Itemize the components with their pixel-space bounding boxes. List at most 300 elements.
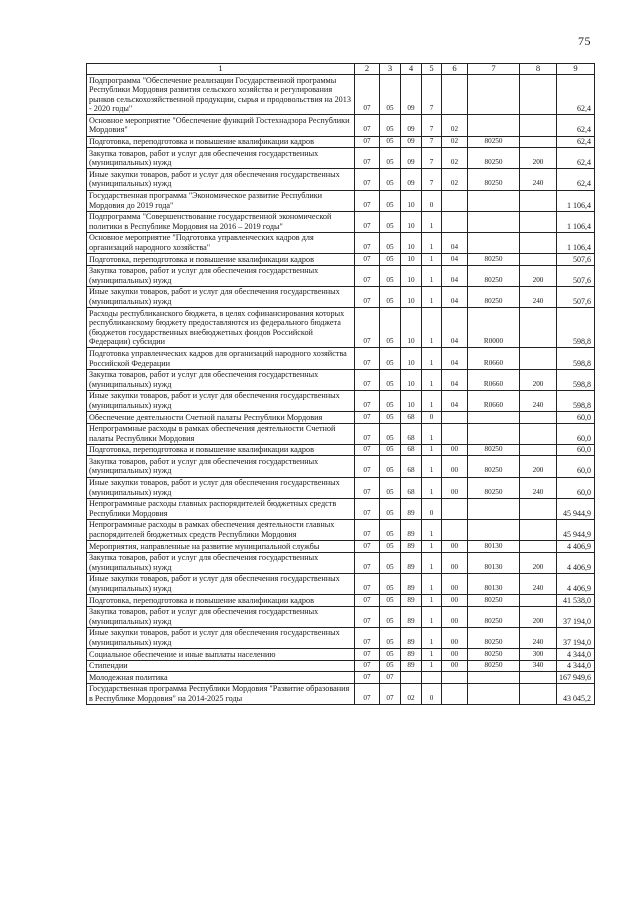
row-32-col-1: Государственная программа Республики Мордовия "Развитие образования в Республике Мордовия" на 2014-2025 годы bbox=[87, 683, 355, 704]
row-3-col-4: 09 bbox=[401, 136, 422, 148]
row-21-col-7 bbox=[468, 498, 520, 519]
row-29-col-7: 80250 bbox=[468, 649, 520, 661]
row-15-col-2: 07 bbox=[355, 390, 380, 411]
row-28-col-4: 89 bbox=[401, 627, 422, 648]
row-30-col-1: Стипендии bbox=[87, 660, 355, 672]
row-7-col-8 bbox=[520, 211, 557, 232]
row-31-col-2: 07 bbox=[355, 672, 380, 684]
row-5-col-2: 07 bbox=[355, 169, 380, 190]
row-21-col-8 bbox=[520, 498, 557, 519]
row-14-col-6: 04 bbox=[442, 369, 468, 390]
row-15-col-6: 04 bbox=[442, 390, 468, 411]
row-19-col-9: 60,0 bbox=[557, 456, 595, 477]
row-11-col-9: 507,6 bbox=[557, 286, 595, 307]
row-31-col-1: Молодежная политика bbox=[87, 672, 355, 684]
row-17-col-1: Непрограммные расходы в рамках обеспечения деятельности Счетной палаты Республики Мордовия bbox=[87, 423, 355, 444]
row-23-col-2: 07 bbox=[355, 541, 380, 553]
row-13-col-4: 10 bbox=[401, 348, 422, 369]
row-25-col-5: 1 bbox=[422, 573, 442, 594]
row-30-col-3: 05 bbox=[380, 660, 401, 672]
page-number: 75 bbox=[578, 34, 591, 48]
row-24-col-1: Закупка товаров, работ и услуг для обеспечения государственных (муниципальных) нужд bbox=[87, 552, 355, 573]
row-5-col-8: 240 bbox=[520, 169, 557, 190]
row-13-col-8 bbox=[520, 348, 557, 369]
row-4-col-6: 02 bbox=[442, 148, 468, 169]
table-row bbox=[87, 211, 595, 232]
row-24-col-9: 4 406,9 bbox=[557, 552, 595, 573]
row-23-col-5: 1 bbox=[422, 541, 442, 553]
table-row bbox=[87, 254, 595, 266]
row-3-col-2: 07 bbox=[355, 136, 380, 148]
row-23-col-3: 05 bbox=[380, 541, 401, 553]
table-row bbox=[87, 627, 595, 648]
row-1-col-1: Подпрограмма "Обеспечение реализации Государственной программы Республики Мордовия развития сельского хозяйства и регулирования рынков сельскохозяйственной продукции, сырья и продовольствия на 2013 - 2020 годы" bbox=[87, 75, 355, 115]
row-6-col-6 bbox=[442, 190, 468, 211]
row-31-col-5 bbox=[422, 672, 442, 684]
row-21-col-5: 0 bbox=[422, 498, 442, 519]
table-row bbox=[87, 75, 595, 115]
header-col-2: 2 bbox=[355, 64, 380, 75]
row-25-col-3: 05 bbox=[380, 573, 401, 594]
row-11-col-4: 10 bbox=[401, 286, 422, 307]
row-26-col-2: 07 bbox=[355, 595, 380, 607]
row-5-col-4: 09 bbox=[401, 169, 422, 190]
row-25-col-4: 89 bbox=[401, 573, 422, 594]
row-28-col-8: 240 bbox=[520, 627, 557, 648]
row-14-col-4: 10 bbox=[401, 369, 422, 390]
row-26-col-4: 89 bbox=[401, 595, 422, 607]
row-13-col-9: 598,8 bbox=[557, 348, 595, 369]
row-14-col-2: 07 bbox=[355, 369, 380, 390]
row-16-col-3: 05 bbox=[380, 412, 401, 424]
row-30-col-9: 4 344,0 bbox=[557, 660, 595, 672]
row-21-col-9: 45 944,9 bbox=[557, 498, 595, 519]
row-16-col-8 bbox=[520, 412, 557, 424]
row-15-col-1: Иные закупки товаров, работ и услуг для обеспечения государственных (муниципальных) нужд bbox=[87, 390, 355, 411]
table-row bbox=[87, 444, 595, 456]
row-26-col-6: 00 bbox=[442, 595, 468, 607]
row-17-col-9: 60,0 bbox=[557, 423, 595, 444]
row-9-col-3: 05 bbox=[380, 254, 401, 266]
row-19-col-8: 200 bbox=[520, 456, 557, 477]
row-17-col-2: 07 bbox=[355, 423, 380, 444]
row-30-col-6: 00 bbox=[442, 660, 468, 672]
row-1-col-2: 07 bbox=[355, 75, 380, 115]
row-17-col-8 bbox=[520, 423, 557, 444]
row-15-col-3: 05 bbox=[380, 390, 401, 411]
row-26-col-1: Подготовка, переподготовка и повышение квалификации кадров bbox=[87, 595, 355, 607]
row-25-col-1: Иные закупки товаров, работ и услуг для обеспечения государственных (муниципальных) нужд bbox=[87, 573, 355, 594]
row-29-col-4: 89 bbox=[401, 649, 422, 661]
row-25-col-2: 07 bbox=[355, 573, 380, 594]
row-11-col-1: Иные закупки товаров, работ и услуг для обеспечения государственных (муниципальных) нужд bbox=[87, 286, 355, 307]
row-24-col-6: 00 bbox=[442, 552, 468, 573]
row-1-col-4: 09 bbox=[401, 75, 422, 115]
row-13-col-5: 1 bbox=[422, 348, 442, 369]
row-22-col-8 bbox=[520, 519, 557, 540]
row-28-col-7: 80250 bbox=[468, 627, 520, 648]
row-31-col-4 bbox=[401, 672, 422, 684]
row-22-col-3: 05 bbox=[380, 519, 401, 540]
row-16-col-2: 07 bbox=[355, 412, 380, 424]
row-4-col-3: 05 bbox=[380, 148, 401, 169]
row-2-col-8 bbox=[520, 115, 557, 136]
row-30-col-5: 1 bbox=[422, 660, 442, 672]
row-31-col-7 bbox=[468, 672, 520, 684]
row-13-col-1: Подготовка управленческих кадров для организаций народного хозяйства Российской Федерации bbox=[87, 348, 355, 369]
row-8-col-8 bbox=[520, 232, 557, 253]
row-19-col-6: 00 bbox=[442, 456, 468, 477]
row-31-col-9: 167 949,6 bbox=[557, 672, 595, 684]
row-25-col-6: 00 bbox=[442, 573, 468, 594]
header-col-1: 1 bbox=[87, 64, 355, 75]
row-16-col-4: 68 bbox=[401, 412, 422, 424]
row-10-col-6: 04 bbox=[442, 265, 468, 286]
row-18-col-4: 68 bbox=[401, 444, 422, 456]
row-12-col-1: Расходы республиканского бюджета, в целях софинансирования которых республиканскому бюджету предоставляются из федерального бюджета (бюджетов государственных внебюджетных фондов Российской Федерации) субсидии bbox=[87, 308, 355, 348]
row-6-col-5: 0 bbox=[422, 190, 442, 211]
row-12-col-7: R0000 bbox=[468, 308, 520, 348]
row-4-col-5: 7 bbox=[422, 148, 442, 169]
table-row bbox=[87, 595, 595, 607]
table-row bbox=[87, 232, 595, 253]
row-9-col-4: 10 bbox=[401, 254, 422, 266]
row-32-col-2: 07 bbox=[355, 683, 380, 704]
row-3-col-9: 62,4 bbox=[557, 136, 595, 148]
row-8-col-3: 05 bbox=[380, 232, 401, 253]
row-9-col-6: 04 bbox=[442, 254, 468, 266]
table-body bbox=[87, 75, 595, 705]
row-2-col-6: 02 bbox=[442, 115, 468, 136]
row-2-col-1: Основное мероприятие "Обеспечение функций Гостехнадзора Республики Мордовия" bbox=[87, 115, 355, 136]
row-23-col-7: 80130 bbox=[468, 541, 520, 553]
row-13-col-7: R0660 bbox=[468, 348, 520, 369]
row-28-col-2: 07 bbox=[355, 627, 380, 648]
row-6-col-1: Государственная программа "Экономическое развитие Республики Мордовия до 2019 года" bbox=[87, 190, 355, 211]
row-19-col-7: 80250 bbox=[468, 456, 520, 477]
row-6-col-2: 07 bbox=[355, 190, 380, 211]
row-30-col-2: 07 bbox=[355, 660, 380, 672]
row-12-col-2: 07 bbox=[355, 308, 380, 348]
row-5-col-6: 02 bbox=[442, 169, 468, 190]
row-2-col-7 bbox=[468, 115, 520, 136]
row-24-col-8: 200 bbox=[520, 552, 557, 573]
row-18-col-6: 00 bbox=[442, 444, 468, 456]
table-row bbox=[87, 369, 595, 390]
row-7-col-3: 05 bbox=[380, 211, 401, 232]
row-1-col-5: 7 bbox=[422, 75, 442, 115]
row-25-col-8: 240 bbox=[520, 573, 557, 594]
row-10-col-3: 05 bbox=[380, 265, 401, 286]
row-27-col-8: 200 bbox=[520, 606, 557, 627]
row-29-col-3: 05 bbox=[380, 649, 401, 661]
row-11-col-2: 07 bbox=[355, 286, 380, 307]
row-3-col-8 bbox=[520, 136, 557, 148]
row-2-col-4: 09 bbox=[401, 115, 422, 136]
row-31-col-6 bbox=[442, 672, 468, 684]
row-18-col-9: 60,0 bbox=[557, 444, 595, 456]
row-7-col-4: 10 bbox=[401, 211, 422, 232]
table-row bbox=[87, 541, 595, 553]
table-header bbox=[87, 64, 595, 75]
row-8-col-6: 04 bbox=[442, 232, 468, 253]
row-3-col-5: 7 bbox=[422, 136, 442, 148]
row-28-col-5: 1 bbox=[422, 627, 442, 648]
row-26-col-9: 41 538,0 bbox=[557, 595, 595, 607]
row-24-col-5: 1 bbox=[422, 552, 442, 573]
row-14-col-8: 200 bbox=[520, 369, 557, 390]
row-20-col-1: Иные закупки товаров, работ и услуг для обеспечения государственных (муниципальных) нужд bbox=[87, 477, 355, 498]
row-9-col-9: 507,6 bbox=[557, 254, 595, 266]
row-9-col-2: 07 bbox=[355, 254, 380, 266]
row-22-col-2: 07 bbox=[355, 519, 380, 540]
row-29-col-6: 00 bbox=[442, 649, 468, 661]
row-4-col-7: 80250 bbox=[468, 148, 520, 169]
row-15-col-8: 240 bbox=[520, 390, 557, 411]
row-13-col-6: 04 bbox=[442, 348, 468, 369]
row-20-col-9: 60,0 bbox=[557, 477, 595, 498]
table-row bbox=[87, 552, 595, 573]
table-row bbox=[87, 660, 595, 672]
table-row bbox=[87, 348, 595, 369]
row-1-col-3: 05 bbox=[380, 75, 401, 115]
row-8-col-5: 1 bbox=[422, 232, 442, 253]
header-row bbox=[87, 64, 595, 75]
row-12-col-6: 04 bbox=[442, 308, 468, 348]
row-29-col-9: 4 344,0 bbox=[557, 649, 595, 661]
row-30-col-7: 80250 bbox=[468, 660, 520, 672]
table-row bbox=[87, 412, 595, 424]
header-col-9: 9 bbox=[557, 64, 595, 75]
row-18-col-5: 1 bbox=[422, 444, 442, 456]
row-21-col-6 bbox=[442, 498, 468, 519]
row-12-col-9: 598,8 bbox=[557, 308, 595, 348]
row-25-col-7: 80130 bbox=[468, 573, 520, 594]
row-31-col-8 bbox=[520, 672, 557, 684]
row-30-col-4: 89 bbox=[401, 660, 422, 672]
row-6-col-4: 10 bbox=[401, 190, 422, 211]
row-32-col-9: 43 045,2 bbox=[557, 683, 595, 704]
row-5-col-7: 80250 bbox=[468, 169, 520, 190]
row-17-col-7 bbox=[468, 423, 520, 444]
row-10-col-5: 1 bbox=[422, 265, 442, 286]
row-28-col-3: 05 bbox=[380, 627, 401, 648]
row-12-col-8 bbox=[520, 308, 557, 348]
row-4-col-9: 62,4 bbox=[557, 148, 595, 169]
row-23-col-8 bbox=[520, 541, 557, 553]
row-14-col-3: 05 bbox=[380, 369, 401, 390]
row-22-col-1: Непрограммные расходы в рамках обеспечения деятельности главных распорядителей бюджетных средств Республики Мордовия bbox=[87, 519, 355, 540]
table-row bbox=[87, 477, 595, 498]
header-col-8: 8 bbox=[520, 64, 557, 75]
row-10-col-7: 80250 bbox=[468, 265, 520, 286]
row-4-col-4: 09 bbox=[401, 148, 422, 169]
table-row bbox=[87, 573, 595, 594]
table-row bbox=[87, 498, 595, 519]
row-19-col-4: 68 bbox=[401, 456, 422, 477]
row-23-col-4: 89 bbox=[401, 541, 422, 553]
row-27-col-1: Закупка товаров, работ и услуг для обеспечения государственных (муниципальных) нужд bbox=[87, 606, 355, 627]
row-8-col-9: 1 106,4 bbox=[557, 232, 595, 253]
row-20-col-3: 05 bbox=[380, 477, 401, 498]
row-11-col-6: 04 bbox=[442, 286, 468, 307]
row-1-col-7 bbox=[468, 75, 520, 115]
table-row bbox=[87, 519, 595, 540]
row-21-col-2: 07 bbox=[355, 498, 380, 519]
row-21-col-3: 05 bbox=[380, 498, 401, 519]
row-10-col-9: 507,6 bbox=[557, 265, 595, 286]
row-24-col-4: 89 bbox=[401, 552, 422, 573]
row-12-col-5: 1 bbox=[422, 308, 442, 348]
row-11-col-5: 1 bbox=[422, 286, 442, 307]
row-26-col-5: 1 bbox=[422, 595, 442, 607]
row-1-col-9: 62,4 bbox=[557, 75, 595, 115]
row-27-col-3: 05 bbox=[380, 606, 401, 627]
table-row bbox=[87, 390, 595, 411]
row-32-col-8 bbox=[520, 683, 557, 704]
row-8-col-7 bbox=[468, 232, 520, 253]
table-row bbox=[87, 649, 595, 661]
table-row bbox=[87, 423, 595, 444]
row-4-col-8: 200 bbox=[520, 148, 557, 169]
row-4-col-2: 07 bbox=[355, 148, 380, 169]
row-15-col-9: 598,8 bbox=[557, 390, 595, 411]
table-row bbox=[87, 672, 595, 684]
row-18-col-7: 80250 bbox=[468, 444, 520, 456]
row-3-col-6: 02 bbox=[442, 136, 468, 148]
row-14-col-5: 1 bbox=[422, 369, 442, 390]
row-22-col-7 bbox=[468, 519, 520, 540]
row-18-col-1: Подготовка, переподготовка и повышение квалификации кадров bbox=[87, 444, 355, 456]
row-28-col-6: 00 bbox=[442, 627, 468, 648]
row-13-col-3: 05 bbox=[380, 348, 401, 369]
row-6-col-8 bbox=[520, 190, 557, 211]
row-10-col-1: Закупка товаров, работ и услуг для обеспечения государственных (муниципальных) нужд bbox=[87, 265, 355, 286]
row-6-col-3: 05 bbox=[380, 190, 401, 211]
row-16-col-5: 0 bbox=[422, 412, 442, 424]
header-col-5: 5 bbox=[422, 64, 442, 75]
row-27-col-2: 07 bbox=[355, 606, 380, 627]
row-18-col-2: 07 bbox=[355, 444, 380, 456]
table-row bbox=[87, 136, 595, 148]
header-col-6: 6 bbox=[442, 64, 468, 75]
row-26-col-7: 80250 bbox=[468, 595, 520, 607]
row-18-col-8 bbox=[520, 444, 557, 456]
row-18-col-3: 05 bbox=[380, 444, 401, 456]
row-6-col-9: 1 106,4 bbox=[557, 190, 595, 211]
row-29-col-5: 1 bbox=[422, 649, 442, 661]
row-32-col-3: 07 bbox=[380, 683, 401, 704]
row-32-col-7 bbox=[468, 683, 520, 704]
row-31-col-3: 07 bbox=[380, 672, 401, 684]
row-8-col-1: Основное мероприятие "Подготовка управленческих кадров для организаций народного хозяйства" bbox=[87, 232, 355, 253]
row-3-col-3: 05 bbox=[380, 136, 401, 148]
table-row bbox=[87, 308, 595, 348]
row-12-col-3: 05 bbox=[380, 308, 401, 348]
row-14-col-9: 598,8 bbox=[557, 369, 595, 390]
row-7-col-1: Подпрограмма "Совершенствование государственной экономической политики в Республике Мордовия на 2016 – 2019 годы" bbox=[87, 211, 355, 232]
row-20-col-8: 240 bbox=[520, 477, 557, 498]
header-col-4: 4 bbox=[401, 64, 422, 75]
row-29-col-8: 300 bbox=[520, 649, 557, 661]
row-26-col-8 bbox=[520, 595, 557, 607]
row-10-col-4: 10 bbox=[401, 265, 422, 286]
row-23-col-1: Мероприятия, направленные на развитие муниципальной службы bbox=[87, 541, 355, 553]
row-15-col-5: 1 bbox=[422, 390, 442, 411]
row-22-col-9: 45 944,9 bbox=[557, 519, 595, 540]
table-row bbox=[87, 169, 595, 190]
header-col-3: 3 bbox=[380, 64, 401, 75]
row-2-col-3: 05 bbox=[380, 115, 401, 136]
table-row bbox=[87, 148, 595, 169]
table-row bbox=[87, 190, 595, 211]
header-col-7: 7 bbox=[468, 64, 520, 75]
row-28-col-9: 37 194,0 bbox=[557, 627, 595, 648]
row-7-col-9: 1 106,4 bbox=[557, 211, 595, 232]
row-24-col-2: 07 bbox=[355, 552, 380, 573]
row-30-col-8: 340 bbox=[520, 660, 557, 672]
row-1-col-6 bbox=[442, 75, 468, 115]
row-20-col-5: 1 bbox=[422, 477, 442, 498]
row-7-col-7 bbox=[468, 211, 520, 232]
row-5-col-3: 05 bbox=[380, 169, 401, 190]
row-2-col-9: 62,4 bbox=[557, 115, 595, 136]
row-24-col-7: 80130 bbox=[468, 552, 520, 573]
table-row bbox=[87, 115, 595, 136]
row-11-col-8: 240 bbox=[520, 286, 557, 307]
row-22-col-5: 1 bbox=[422, 519, 442, 540]
row-15-col-4: 10 bbox=[401, 390, 422, 411]
row-7-col-2: 07 bbox=[355, 211, 380, 232]
row-23-col-9: 4 406,9 bbox=[557, 541, 595, 553]
row-19-col-5: 1 bbox=[422, 456, 442, 477]
row-10-col-2: 07 bbox=[355, 265, 380, 286]
row-32-col-4: 02 bbox=[401, 683, 422, 704]
row-9-col-1: Подготовка, переподготовка и повышение квалификации кадров bbox=[87, 254, 355, 266]
row-20-col-2: 07 bbox=[355, 477, 380, 498]
row-29-col-1: Социальное обеспечение и иные выплаты населению bbox=[87, 649, 355, 661]
row-27-col-7: 80250 bbox=[468, 606, 520, 627]
row-14-col-7: R0660 bbox=[468, 369, 520, 390]
row-20-col-7: 80250 bbox=[468, 477, 520, 498]
row-27-col-6: 00 bbox=[442, 606, 468, 627]
row-32-col-6 bbox=[442, 683, 468, 704]
row-17-col-5: 1 bbox=[422, 423, 442, 444]
row-8-col-2: 07 bbox=[355, 232, 380, 253]
row-16-col-6 bbox=[442, 412, 468, 424]
table-row bbox=[87, 456, 595, 477]
row-16-col-7 bbox=[468, 412, 520, 424]
row-20-col-6: 00 bbox=[442, 477, 468, 498]
row-21-col-1: Непрограммные расходы главных распорядителей бюджетных средств Республики Мордовия bbox=[87, 498, 355, 519]
table-row bbox=[87, 683, 595, 704]
table-row bbox=[87, 265, 595, 286]
row-1-col-8 bbox=[520, 75, 557, 115]
row-12-col-4: 10 bbox=[401, 308, 422, 348]
row-21-col-4: 89 bbox=[401, 498, 422, 519]
row-29-col-2: 07 bbox=[355, 649, 380, 661]
row-8-col-4: 10 bbox=[401, 232, 422, 253]
row-6-col-7 bbox=[468, 190, 520, 211]
row-17-col-3: 05 bbox=[380, 423, 401, 444]
row-19-col-2: 07 bbox=[355, 456, 380, 477]
row-7-col-5: 1 bbox=[422, 211, 442, 232]
row-5-col-1: Иные закупки товаров, работ и услуг для обеспечения государственных (муниципальных) нужд bbox=[87, 169, 355, 190]
row-4-col-1: Закупка товаров, работ и услуг для обеспечения государственных (муниципальных) нужд bbox=[87, 148, 355, 169]
row-11-col-7: 80250 bbox=[468, 286, 520, 307]
row-17-col-4: 68 bbox=[401, 423, 422, 444]
row-13-col-2: 07 bbox=[355, 348, 380, 369]
